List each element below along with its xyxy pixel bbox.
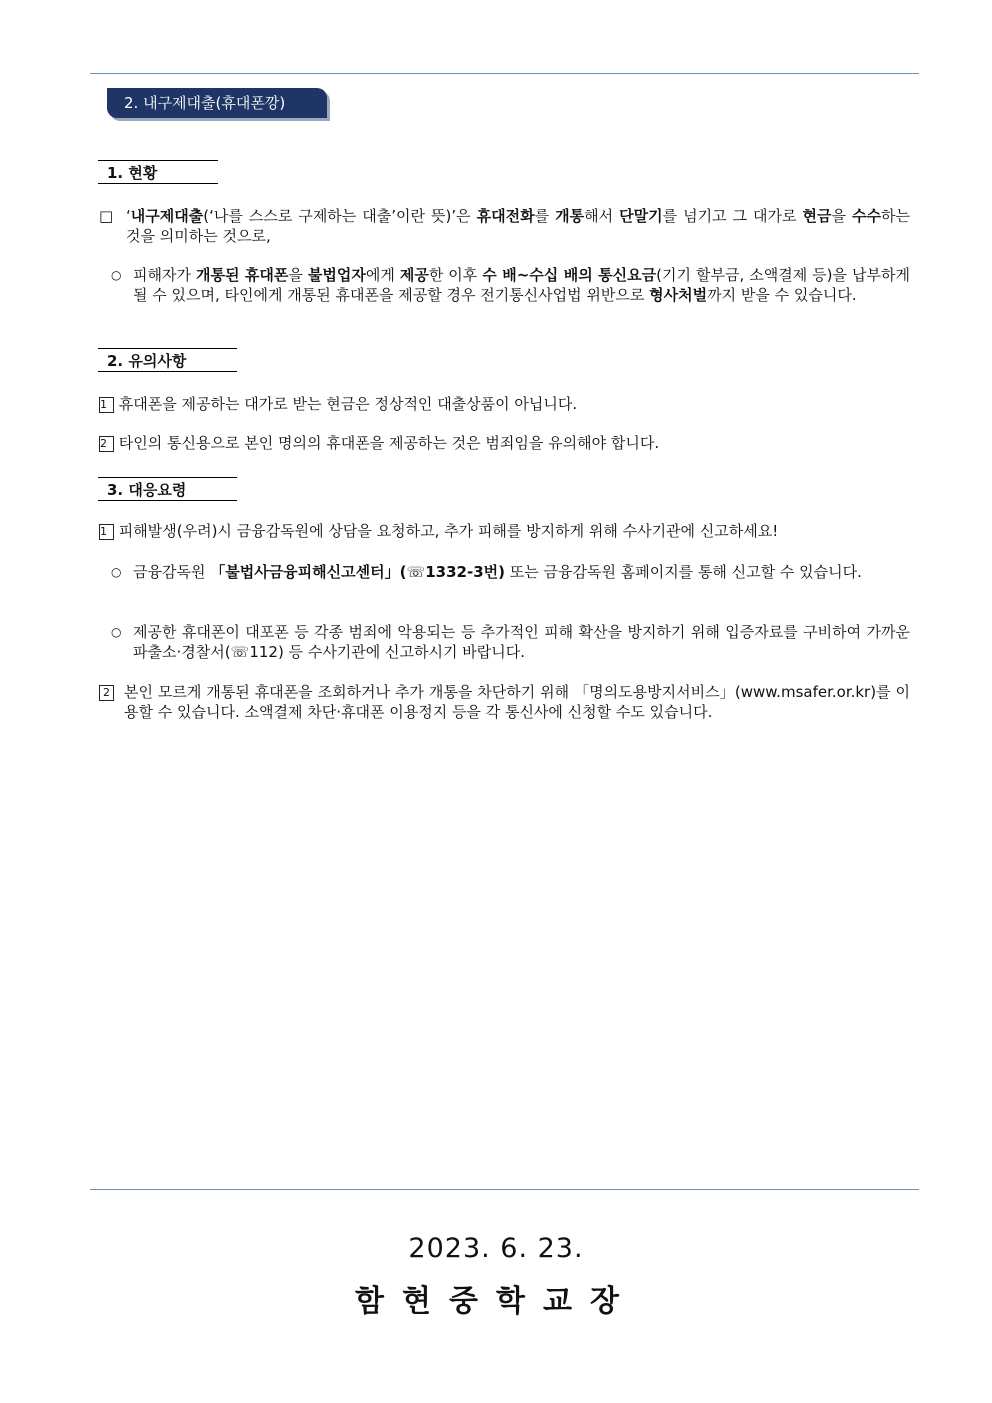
response-item-1: 1 피해발생(우려)시 금융감독원에 상담을 요청하고, 추가 피해를 방지하게 위해 수사기관에 신고하세요! — [100, 522, 779, 540]
response-item-2: 본인 모르게 개통된 휴대폰을 조회하거나 추가 개통을 차단하기 위해 「명의도용방지서비스」(www.msafer.or.kr)를 이용할 수 있습니다. 소액결제 차단·휴대폰 이용정지 등을 각 통신사에 신청할 수도 있습니다. — [124, 683, 910, 721]
section-banner: 2. 내구제대출(휴대폰깡) — [107, 88, 327, 118]
number-box-1: 1 — [99, 397, 114, 413]
number-box-2: 2 — [99, 682, 114, 702]
bullet-mark: ○ — [111, 625, 122, 639]
section-3-heading: 3. 대응요령 — [98, 477, 237, 501]
bullet-mark: ○ — [111, 565, 122, 579]
report-center-paragraph: 금융감독원 「불법사금융피해신고센터」(☏1332-3번) 또는 금융감독원 홈페이지를 통해 신고할 수 있습니다. — [133, 563, 862, 581]
top-rule — [90, 73, 919, 74]
evidence-paragraph: 제공한 휴대폰이 대포폰 등 각종 범죄에 악용되는 등 추가적인 피해 확산을 방지하기 위해 입증자료를 구비하여 가까운 파출소·경찰서(☏112) 등 수사기관에 신고하시기 바랍니다. — [133, 623, 910, 661]
damage-paragraph: 피해자가 개통된 휴대폰을 불법업자에게 제공한 이후 수 배~수십 배의 통신요금(기기 할부금, 소액결제 등)을 납부하게 될 수 있으며, 타인에게 개통된 휴대폰을 제공할 경우 전기통신사업법 위반으로 형사처벌까지 받을 수 있습니다. — [133, 266, 910, 304]
signer-name: 함현중학교장 — [355, 1284, 637, 1319]
intro-paragraph: ‘내구제대출(‘나를 스스로 구제하는 대출’이란 뜻)’은 휴대전화를 개통해서 단말기를 넘기고 그 대가로 현금을 수수하는 것을 의미하는 것으로, — [126, 207, 910, 245]
number-box-2: 2 — [99, 436, 114, 452]
section-2-heading: 2. 유의사항 — [98, 348, 237, 372]
document-date: 2023. 6. 23. — [408, 1233, 584, 1264]
caution-item-2: 2 타인의 통신용으로 본인 명의의 휴대폰을 제공하는 것은 범죄임을 유의해야 합니다. — [100, 434, 660, 452]
box-mark: □ — [99, 207, 114, 225]
bottom-rule — [90, 1189, 919, 1190]
section-1-heading: 1. 현황 — [98, 160, 218, 184]
number-box-1: 1 — [99, 524, 114, 540]
caution-item-1: 1 휴대폰을 제공하는 대가로 받는 현금은 정상적인 대출상품이 아닙니다. — [100, 395, 578, 413]
bullet-mark: ○ — [111, 268, 122, 282]
